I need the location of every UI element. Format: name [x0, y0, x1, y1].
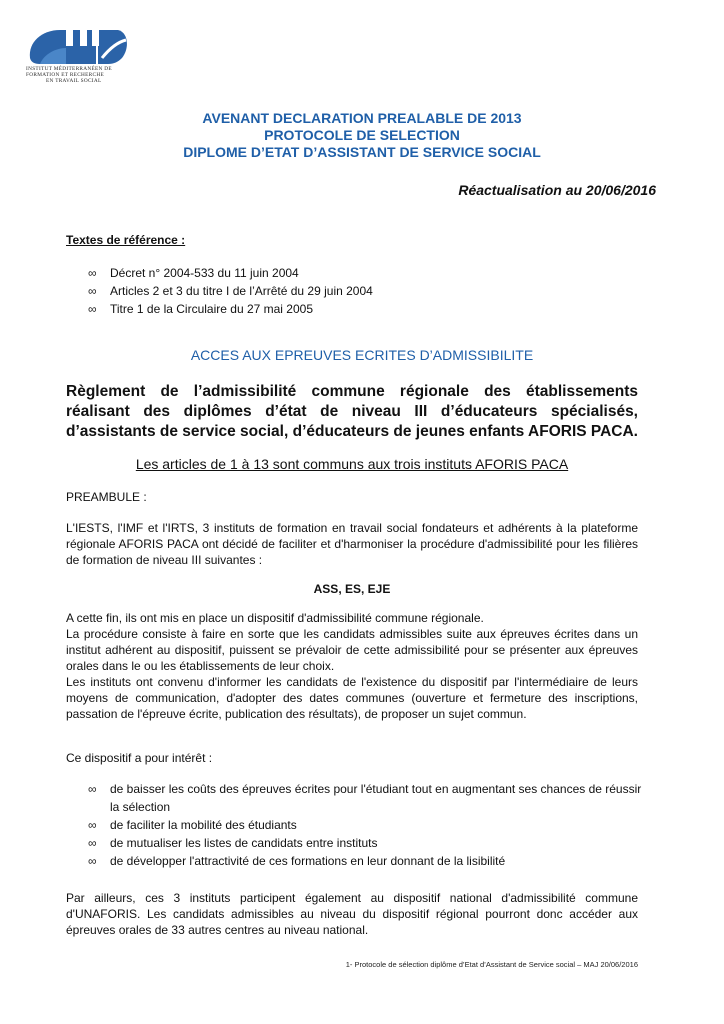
- closing-paragraph: Par ailleurs, ces 3 instituts participent également au dispositif national d'admissibilité commune d'UNAFORIS. Les candidats admissibles au niveau du dispositif régional pourront donc accéder aux épreuves orales de 33 autres centres au niveau national.: [66, 891, 638, 937]
- reglement-heading: Règlement de l’admissibilité commune régionale des établissements réalisant des diplômes d’état de niveau III d’éducateurs spécialisés, d’assistants de service social, d’éducateurs de jeunes enfants AFORIS PACA.: [66, 383, 638, 440]
- list-item: ∞ Titre 1 de la Circulaire du 27 mai 2005: [88, 302, 313, 316]
- articles-note: Les articles de 1 à 13 sont communs aux trois instituts AFORIS PACA: [135, 456, 569, 472]
- references-title: Textes de référence :: [66, 233, 186, 247]
- preamble-intro: L'IESTS, l'IMF et l'IRTS, 3 instituts de formation en travail social fondateurs et adhérents à la plateforme régionale AFORIS PACA ont décidé de faciliter et d'harmoniser la procédure d'admissibilité pour les filières de formation de niveau III suivantes :: [66, 521, 638, 567]
- bullet-icon: ∞: [88, 302, 97, 316]
- title-line-2: PROTOCOLE DE SELECTION: [264, 127, 460, 143]
- title-line-1: AVENANT DECLARATION PREALABLE DE 2013: [202, 110, 522, 126]
- bullet-icon: ∞: [88, 836, 97, 850]
- interest-list: [88, 780, 648, 870]
- bullet-icon: ∞: [88, 266, 97, 280]
- filieres: ASS, ES, EJE: [313, 582, 391, 596]
- page-footer: 1- Protocole de sélection diplôme d’Etat d’Assistant de Service social – MAJ 20/06/2016: [345, 960, 638, 969]
- bullet-icon: ∞: [88, 854, 97, 868]
- interest-label: Ce dispositif a pour intérêt :: [66, 751, 213, 765]
- document-title: [0, 110, 724, 161]
- bullet-icon: ∞: [88, 818, 97, 832]
- title-line-3: DIPLOME D’ETAT D’ASSISTANT DE SERVICE SOCIAL: [183, 144, 541, 160]
- logo-caption: INSTITUT MÉDITERRANÉEN DE FORMATION ET RECHERCHE EN TRAVAIL SOCIAL: [26, 66, 112, 84]
- list-item: ∞ Articles 2 et 3 du titre I de l’Arrêté du 29 juin 2004: [88, 284, 373, 298]
- list-item: ∞ de mutualiser les listes de candidats entre instituts: [88, 836, 378, 850]
- list-item: ∞ de baisser les coûts des épreuves écrites pour l'étudiant tout en augmentant ses chances de réussir la sélection: [88, 782, 642, 814]
- preamble-label: PREAMBULE :: [66, 490, 147, 504]
- bullet-icon: ∞: [88, 782, 97, 796]
- preamble-body: [66, 610, 638, 722]
- body-paragraph: A cette fin, ils ont mis en place un dispositif d'admissibilité commune régionale.: [66, 611, 484, 625]
- list-item: ∞ Décret n° 2004-533 du 11 juin 2004: [88, 266, 299, 280]
- body-paragraph: Les instituts ont convenu d'informer les candidats de l'existence du dispositif par l'intermédiaire de leurs moyens de communication, d'adopter des dates communes (ouverture et fermeture des inscriptions, passation de l'épreuve écrite, publication des résultats), de proposer un sujet commun.: [66, 675, 638, 721]
- list-item: ∞ de faciliter la mobilité des étudiants: [88, 818, 297, 832]
- references-list: [88, 264, 648, 318]
- body-paragraph: La procédure consiste à faire en sorte que les candidats admissibles suite aux épreuves écrites dans un institut adhérent au dispositif, puissent se prévaloir de cette admissibilité pour se présenter aux épreuves orales dans le ou les établissements de leur choix.: [66, 627, 638, 673]
- list-item: ∞ de développer l'attractivité de ces formations en leur donnant de la lisibilité: [88, 854, 506, 868]
- section-title: ACCES AUX EPREUVES ECRITES D’ADMISSIBILITE: [190, 347, 534, 363]
- bullet-icon: ∞: [88, 284, 97, 298]
- update-date: Réactualisation au 20/06/2016: [458, 182, 656, 198]
